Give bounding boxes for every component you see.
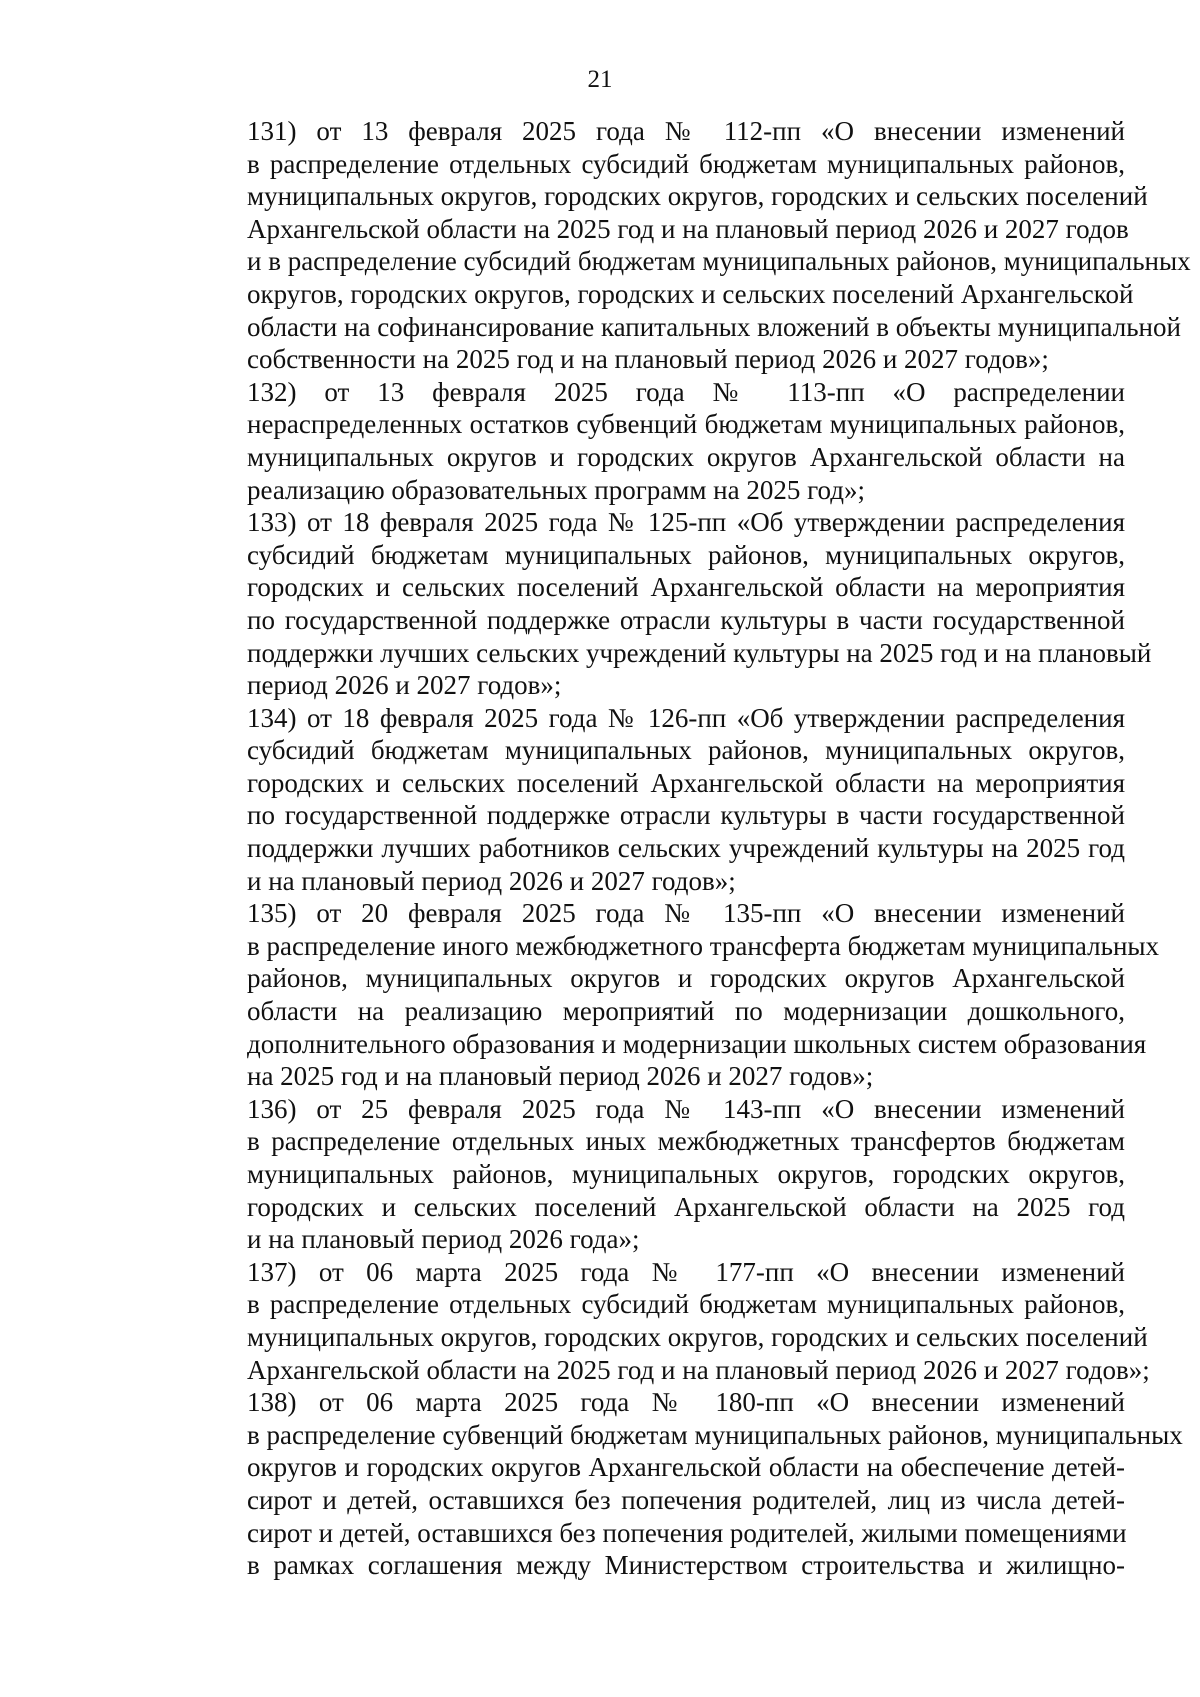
list-item-first-line: 132) от 13 февраля 2025 года № 113-пп «О распределении	[247, 376, 1125, 407]
list-item-line: муниципальных округов и городских округов Архангельской области на	[247, 441, 1125, 472]
list-item-line: в рамках соглашения между Министерством строительства и жилищно-	[247, 1550, 1125, 1581]
list-item-line: нераспределенных остатков субвенций бюджетам муниципальных районов,	[247, 409, 1125, 440]
list-item-line: муниципальных округов, городских округов, городских и сельских поселений	[247, 1321, 1148, 1352]
document-body	[172, 115, 1191, 1582]
list-item-first-line: 131) от 13 февраля 2025 года № 112-пп «О внесении изменений	[247, 116, 1125, 146]
list-item	[172, 506, 1152, 702]
list-item-line: районов, муниципальных округов и городских округов Архангельской	[247, 963, 1125, 994]
list-item-line: в распределение отдельных иных межбюджетных трансфертов бюджетам	[247, 1126, 1125, 1157]
list-item-line: сирот и детей, оставшихся без попечения родителей, лиц из числа детей-	[247, 1484, 1125, 1515]
list-item-first-line: 135) от 20 февраля 2025 года № 135-пп «О внесении изменений	[247, 898, 1125, 929]
list-item-line: и на плановый период 2026 и 2027 годов»;	[247, 865, 736, 896]
list-item	[172, 115, 1191, 376]
list-item	[172, 897, 1160, 1093]
list-item-first-line: 133) от 18 февраля 2025 года № 125-пп «Об утверждении распределения	[247, 507, 1125, 538]
list-item-line: поддержки лучших работников сельских учреждений культуры на 2025 год	[247, 833, 1125, 864]
list-item-line: в распределение отдельных субсидий бюджетам муниципальных районов,	[247, 1289, 1125, 1320]
list-item-first-line: 138) от 06 марта 2025 года № 180-пп «О внесении изменений	[247, 1387, 1125, 1418]
list-item-line: субсидий бюджетам муниципальных районов, муниципальных округов,	[247, 735, 1125, 766]
list-item-line: округов и городских округов Архангельской области на обеспечение детей-	[247, 1452, 1125, 1483]
list-item-line: в распределение иного межбюджетного трансферта бюджетам муниципальных	[247, 930, 1160, 961]
list-item-line: Архангельской области на 2025 год и на плановый период 2026 и 2027 годов»;	[247, 1354, 1150, 1385]
list-item-line: реализацию образовательных программ на 2025 год»;	[247, 474, 865, 505]
list-item-line: период 2026 и 2027 годов»;	[247, 670, 562, 701]
list-item-line: на 2025 год и на плановый период 2026 и 2027 годов»;	[247, 1061, 874, 1092]
list-item-line: и на плановый период 2026 года»;	[247, 1224, 640, 1255]
list-item	[172, 702, 1125, 898]
list-item	[172, 1256, 1150, 1386]
list-item-first-line: 136) от 25 февраля 2025 года № 143-пп «О внесении изменений	[247, 1093, 1125, 1124]
list-item-line: городских и сельских поселений Архангельской области на 2025 год	[247, 1191, 1125, 1222]
list-item-line: субсидий бюджетам муниципальных районов, муниципальных округов,	[247, 539, 1125, 570]
list-item-first-line: 137) от 06 марта 2025 года № 177-пп «О внесении изменений	[247, 1256, 1125, 1287]
list-item-line: собственности на 2025 год и на плановый период 2026 и 2027 годов»;	[247, 344, 1049, 375]
list-item-line: округов, городских округов, городских и сельских поселений Архангельской	[247, 278, 1134, 309]
list-item-line: в распределение субвенций бюджетам муниципальных районов, муниципальных	[247, 1419, 1183, 1450]
page-number: 21	[587, 66, 613, 93]
list-item-line: муниципальных районов, муниципальных округов, городских округов,	[247, 1159, 1125, 1189]
list-item-line: сирот и детей, оставшихся без попечения родителей, жилыми помещениями	[247, 1517, 1127, 1548]
list-item-line: дополнительного образования и модернизации школьных систем образования	[247, 1028, 1147, 1059]
list-item-line: области на реализацию мероприятий по модернизации дошкольного,	[247, 996, 1125, 1027]
list-item-first-line: 134) от 18 февраля 2025 года № 126-пп «Об утверждении распределения	[247, 702, 1125, 733]
list-item-line: городских и сельских поселений Архангельской области на мероприятия	[247, 572, 1125, 603]
list-item-line: по государственной поддержке отрасли культуры в части государственной	[247, 604, 1125, 635]
list-item-line: муниципальных округов, городских округов, городских и сельских поселений	[247, 181, 1148, 212]
list-item-line: Архангельской области на 2025 год и на плановый период 2026 и 2027 годов	[247, 213, 1129, 244]
list-item-line: области на софинансирование капитальных вложений в объекты муниципальной	[247, 311, 1181, 342]
list-item-line: в распределение отдельных субсидий бюджетам муниципальных районов,	[247, 148, 1125, 179]
list-item-line: по государственной поддержке отрасли культуры в части государственной	[247, 800, 1125, 831]
list-item	[172, 1386, 1183, 1582]
list-item-line: и в распределение субсидий бюджетам муниципальных районов, муниципальных	[247, 246, 1191, 277]
list-item	[172, 1093, 1125, 1256]
list-item	[172, 376, 1125, 506]
list-item-line: городских и сельских поселений Архангельской области на мероприятия	[247, 767, 1125, 798]
list-item-line: поддержки лучших сельских учреждений культуры на 2025 год и на плановый	[247, 637, 1152, 668]
